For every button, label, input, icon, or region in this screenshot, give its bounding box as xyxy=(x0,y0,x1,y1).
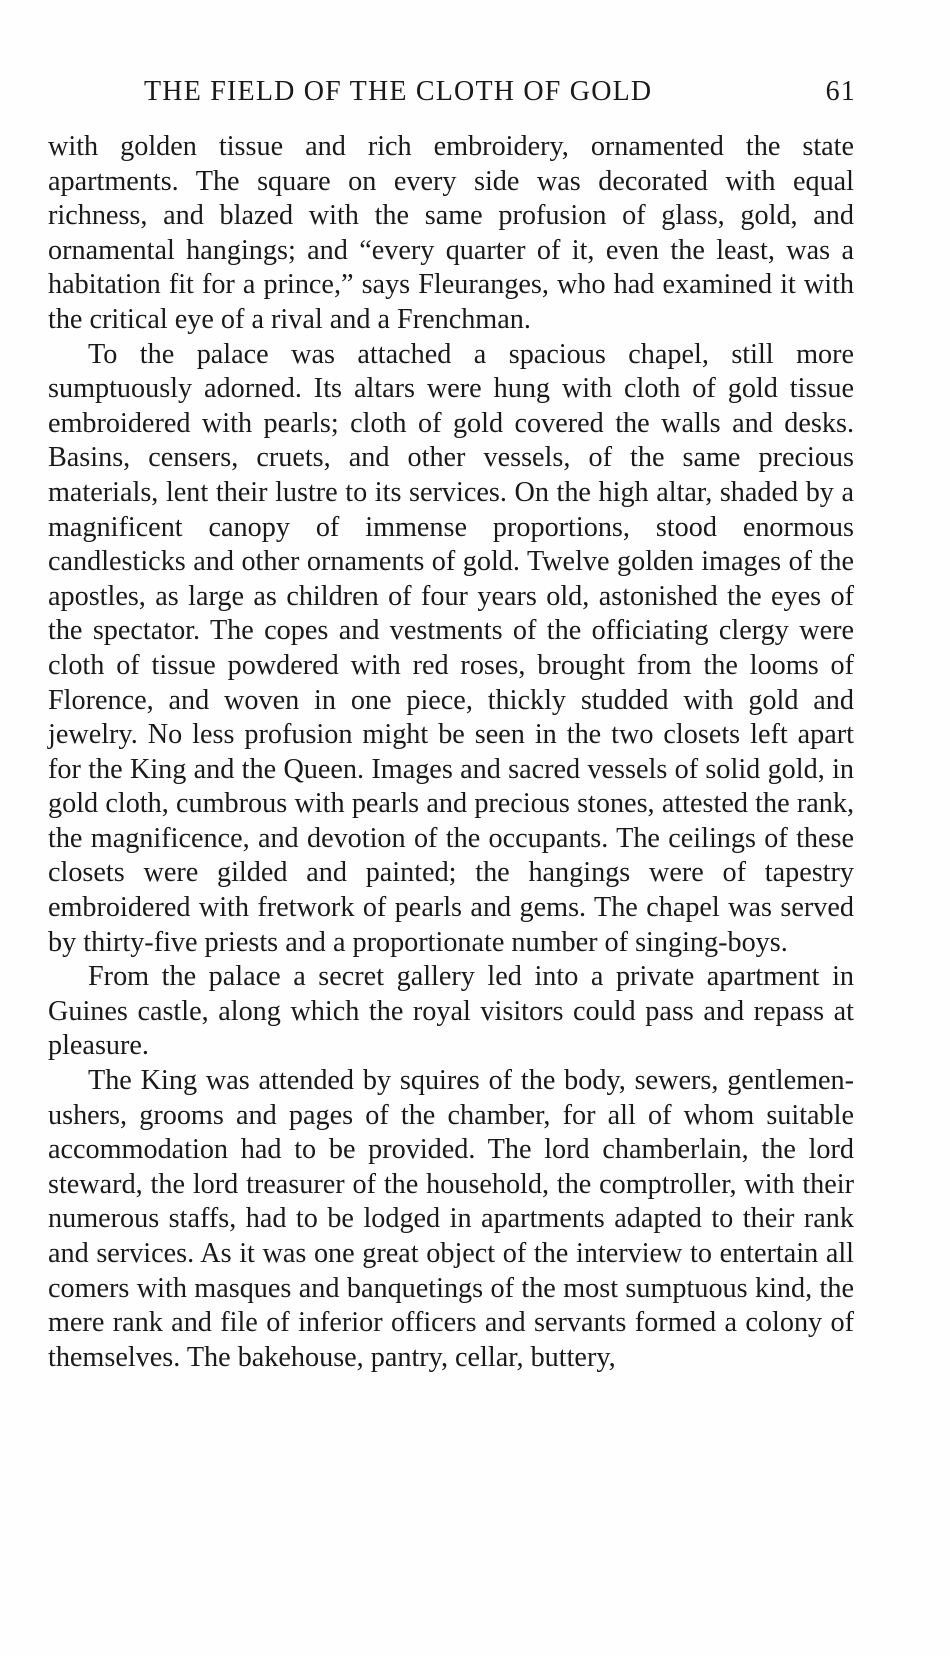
running-head xyxy=(144,72,856,112)
paragraph-chapel: To the palace was attached a spacious chapel, still more sumptuously adorned. Its altars were hung with cloth of gold tissue embroidered with pearls; cloth of gold covered the walls and desks. Basins, censers, cruets, and other vessels, of the same precious materials, lent their lustre to its services. On the high altar, shaded by a magnificent canopy of immense proportions, stood enormous candlesticks and other ornaments of gold. Twelve golden images of the apostles, as large as children of four years old, astonished the eyes of the spectator. The copes and vestments of the officiating clergy were cloth of tissue powdered with red roses, brought from the looms of Florence, and woven in one piece, thickly studded with gold and jewelry. No less profusion might be seen in the two closets left apart for the King and the Queen. Images and sacred vessels of solid gold, in gold cloth, cumbrous with pearls and precious stones, attested the rank, the magnificence, and devotion of the occupants. The ceilings of these closets were gilded and painted; the hangings were of tapestry embroidered with fretwork of pearls and gems. The chapel was served by thirty-five priests and a proportionate number of singing-boys. xyxy=(48,338,854,958)
page-number: 61 xyxy=(825,76,856,107)
paragraph-gallery: From the palace a secret gallery led into a private apartment in Guines castle, along which the royal visitors could pass and repass at pleasure. xyxy=(48,961,854,1062)
paragraph-continued: with golden tissue and rich embroidery, ornamented the state apartments. The square on every side was decorated with equal richness, and blazed with the same profusion of glass, gold, and ornamental hangings; and “every quarter of it, even the least, was a habitation fit for a prince,” says Fleuranges, who had examined it with the critical eye of a rival and a Frenchman. xyxy=(48,131,854,335)
paragraph-attendants: The King was attended by squires of the body, sewers, gentlemen-ushers, grooms and pages of the chamber, for all of whom suitable accommodation had to be provided. The lord chamberlain, the lord steward, the lord treasurer of the household, the comptroller, with their numerous staffs, had to be lodged in apartments adapted to their rank and services. As it was one great object of the interview to entertain all comers with masques and banquetings of the most sumptuous kind, the mere rank and file of inferior officers and servants formed a colony of themselves. The bakehouse, pantry, cellar, buttery, xyxy=(48,1065,854,1373)
body-text xyxy=(48,130,854,1375)
running-title: THE FIELD OF THE CLOTH OF GOLD xyxy=(144,76,653,107)
